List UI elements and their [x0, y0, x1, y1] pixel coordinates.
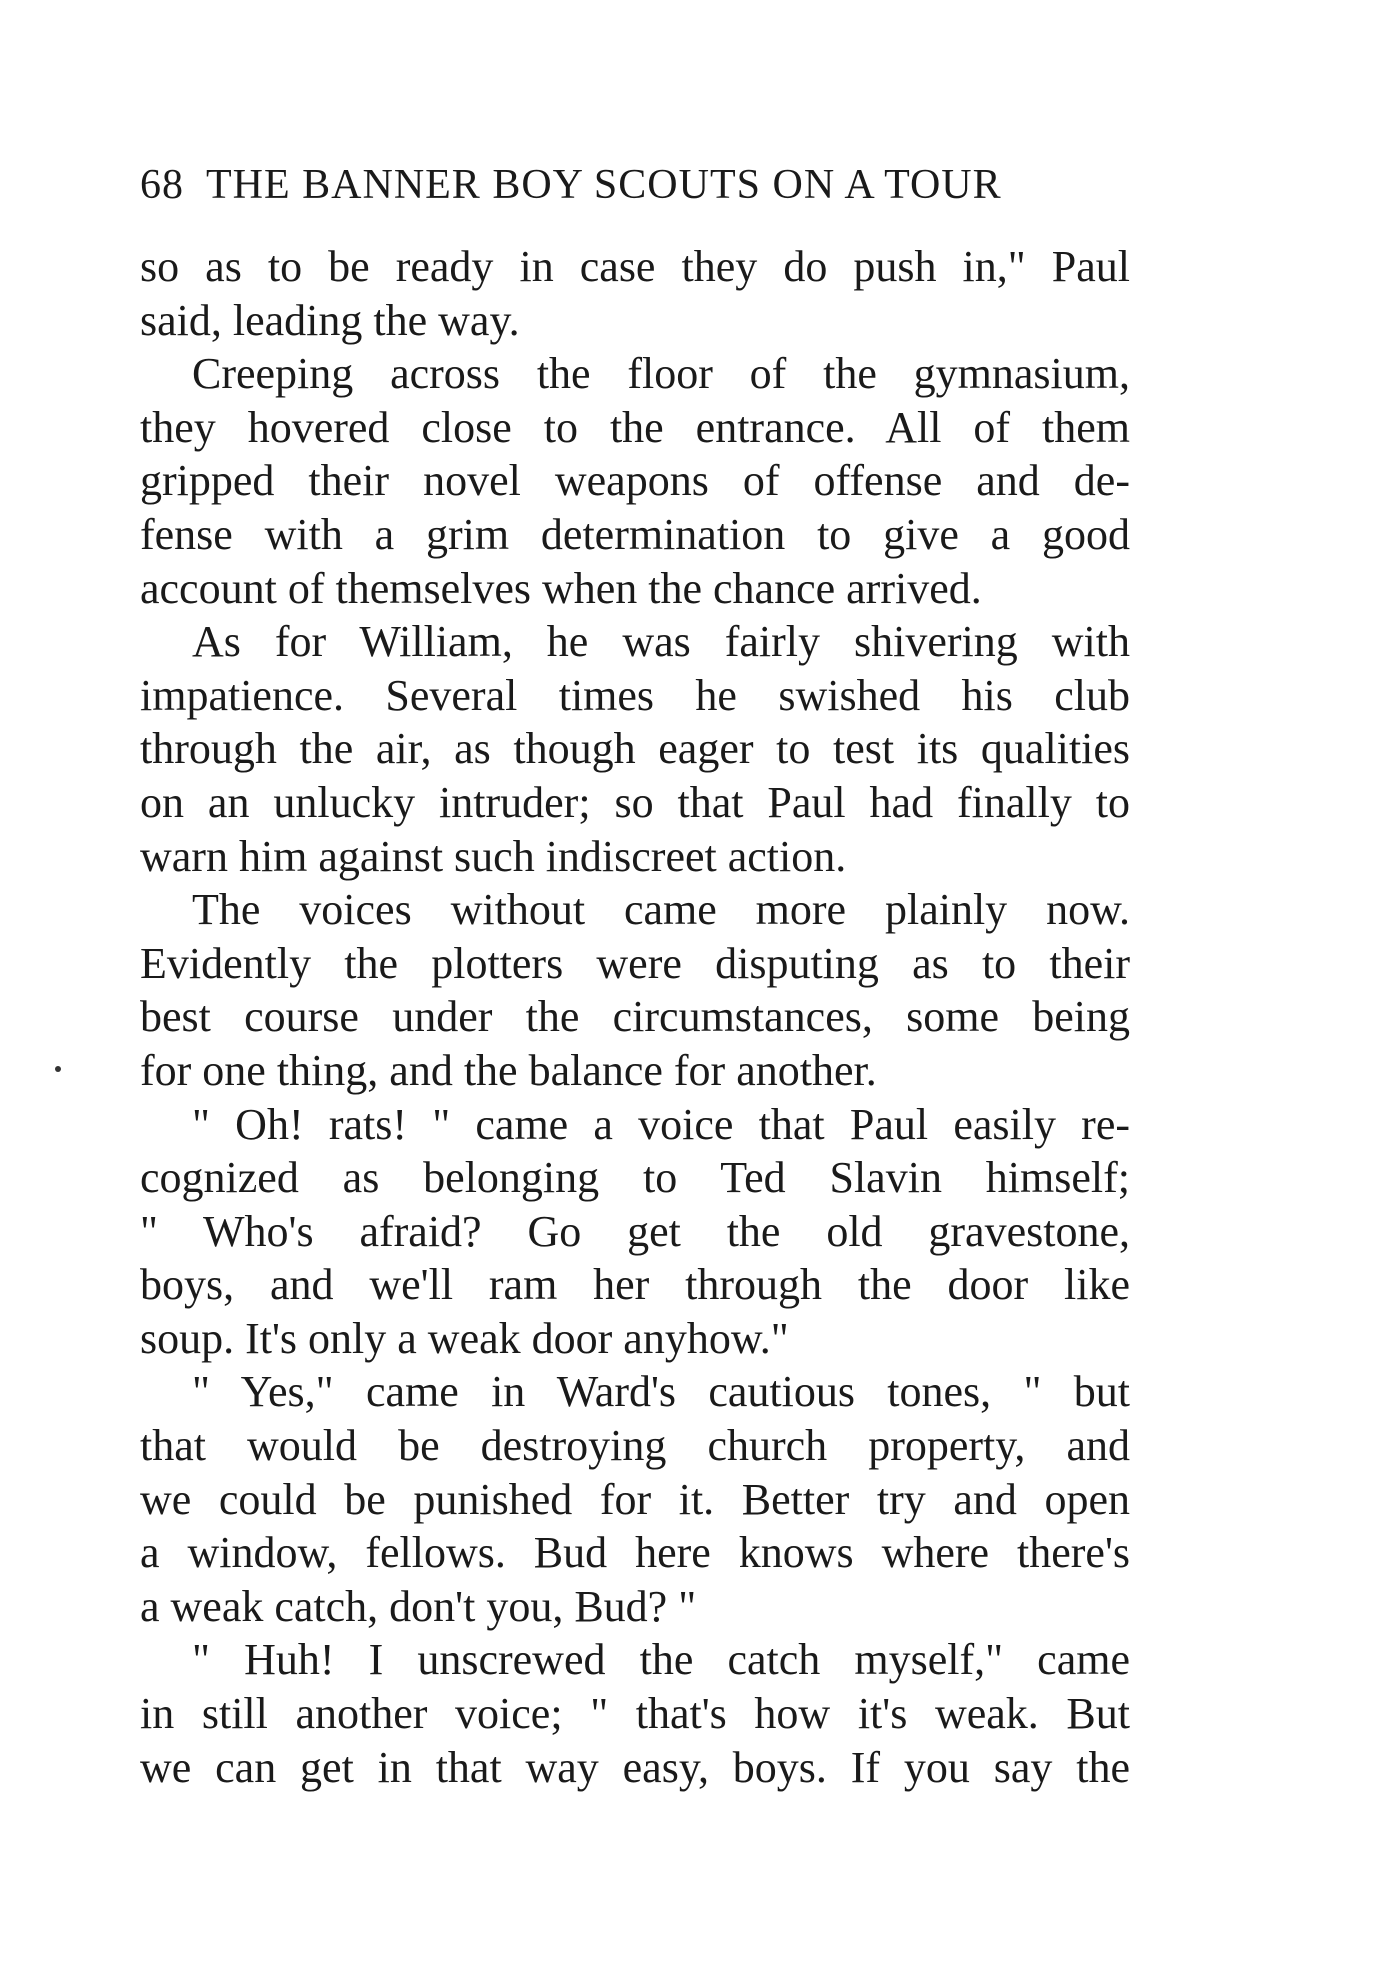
text-line: " Oh! rats! " came a voice that Paul easily re- — [192, 1099, 1130, 1149]
text-line: As for William, he was fairly shivering with — [192, 617, 1130, 667]
running-title: THE BANNER BOY SCOUTS ON A TOUR — [206, 162, 1002, 208]
text-line: through the air, as though eager to test its qualities — [140, 724, 1130, 774]
text-line: boys, and we'll ram her through the door like — [140, 1260, 1130, 1310]
page-number: 68 — [140, 162, 184, 208]
text-line: we can get in that way easy, boys. If you say the — [140, 1742, 1130, 1792]
text-line: Evidently the plotters were disputing as to their — [140, 938, 1130, 988]
text-line: Creeping across the floor of the gymnasium, — [192, 349, 1130, 399]
text-line: gripped their novel weapons of offense and de- — [140, 456, 1130, 506]
text-line: soup. It's only a weak door anyhow." — [140, 1313, 789, 1363]
text-line: fense with a grim determination to give a good — [140, 509, 1130, 559]
text-line: " Yes," came in Ward's cautious tones, " but — [192, 1367, 1130, 1417]
text-line: they hovered close to the entrance. All of them — [140, 402, 1130, 452]
text-line: a weak catch, don't you, Bud? " — [140, 1581, 697, 1631]
text-line: account of themselves when the chance arrived. — [140, 563, 982, 613]
text-line: for one thing, and the balance for another. — [140, 1045, 877, 1095]
text-line: we could be punished for it. Better try and open — [140, 1474, 1130, 1524]
text-line: a window, fellows. Bud here knows where there's — [140, 1528, 1130, 1578]
running-head — [140, 160, 1130, 210]
text-line: in still another voice; " that's how it's weak. But — [140, 1689, 1130, 1739]
text-line: " Who's afraid? Go get the old gravestone, — [140, 1206, 1130, 1256]
text-line: said, leading the way. — [140, 295, 520, 345]
text-line: The voices without came more plainly now. — [192, 885, 1130, 935]
text-line: best course under the circumstances, some being — [140, 992, 1130, 1042]
text-line: that would be destroying church property, and — [140, 1421, 1130, 1471]
print-speck — [55, 1066, 61, 1072]
text-line: warn him against such indiscreet action. — [140, 831, 847, 881]
text-line: cognized as belonging to Ted Slavin himself; — [140, 1153, 1130, 1203]
text-line: on an unlucky intruder; so that Paul had finally to — [140, 777, 1130, 827]
text-line: so as to be ready in case they do push in," Paul — [140, 242, 1130, 291]
text-line: " Huh! I unscrewed the catch myself," came — [192, 1635, 1130, 1685]
text-line: impatience. Several times he swished his club — [140, 670, 1130, 720]
body-text — [140, 240, 1130, 1794]
